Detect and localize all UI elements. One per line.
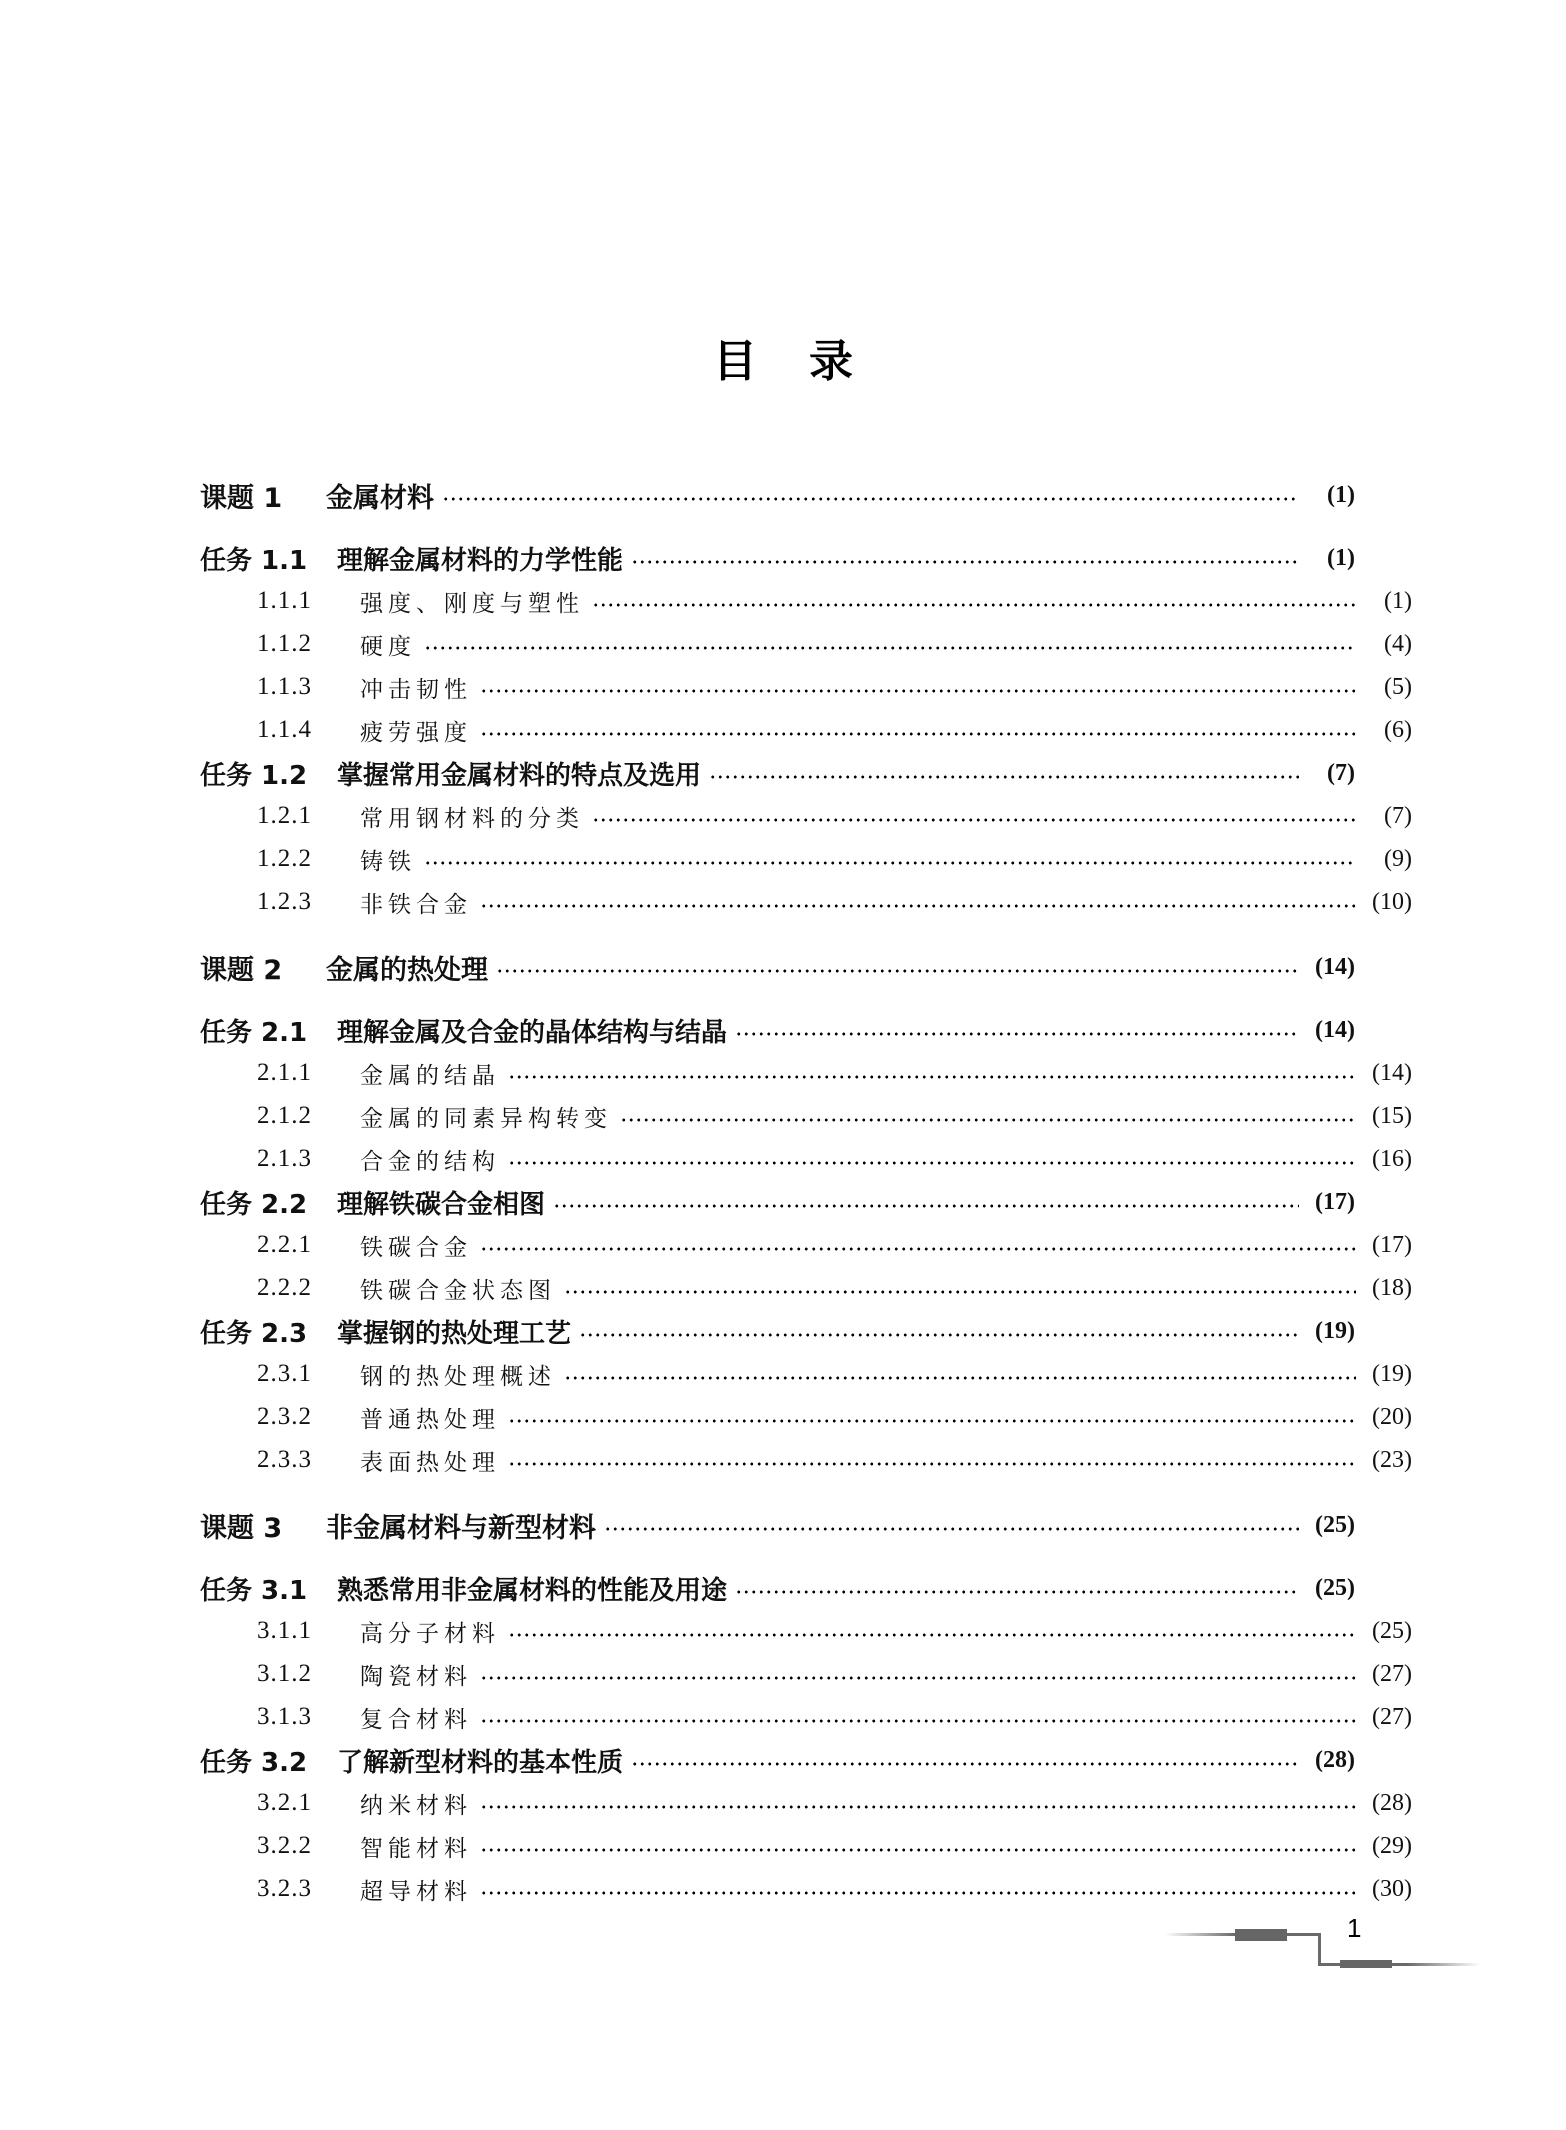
entry-title: 理解金属材料的力学性能 [337, 545, 624, 576]
entry-number: 1.1.2 [257, 630, 312, 657]
entry-page: (28) [1315, 1746, 1355, 1773]
entry-title: 铁碳合金状态图 [360, 1277, 556, 1304]
dot-leader [631, 560, 1299, 564]
dot-leader [553, 1204, 1299, 1208]
entry-page: (18) [1372, 1274, 1412, 1301]
entry-page: (29) [1372, 1832, 1412, 1859]
entry-page: (10) [1372, 888, 1412, 915]
dot-leader [480, 904, 1356, 908]
toc-entry-section[interactable] [200, 1440, 1412, 1480]
entry-page: (7) [1327, 759, 1355, 786]
entry-page: (5) [1384, 673, 1412, 700]
toc-entry-task[interactable] [200, 1010, 1355, 1050]
dot-leader [592, 818, 1356, 822]
entry-title: 了解新型材料的基本性质 [337, 1747, 624, 1778]
entry-number: 2.3.2 [257, 1403, 312, 1430]
entry-number: 任务 1.2 [200, 760, 308, 791]
entry-number: 1.1.1 [257, 587, 312, 614]
entry-page: (9) [1384, 845, 1412, 872]
entry-number: 任务 3.1 [200, 1575, 308, 1606]
toc-entry-chapter[interactable] [200, 947, 1355, 987]
entry-number: 任务 2.2 [200, 1189, 308, 1220]
entry-number: 2.3.1 [257, 1360, 312, 1387]
entry-title: 金属的热处理 [326, 954, 488, 986]
entry-title: 钢的热处理概述 [360, 1363, 556, 1390]
toc-entry-section[interactable] [200, 581, 1412, 621]
entry-page: (16) [1372, 1145, 1412, 1172]
entry-page: (1) [1327, 544, 1355, 571]
dot-leader [564, 1376, 1356, 1380]
entry-number: 1.2.2 [257, 845, 312, 872]
entry-page: (17) [1315, 1188, 1355, 1215]
entry-page: (1) [1384, 587, 1412, 614]
entry-number: 1.2.3 [257, 888, 312, 915]
entry-title: 金属的结晶 [360, 1062, 500, 1089]
entry-number: 3.1.2 [257, 1660, 312, 1687]
entry-title: 强度、刚度与塑性 [360, 590, 584, 617]
toc-entry-section[interactable] [200, 1397, 1412, 1437]
toc-entry-task[interactable] [200, 1182, 1355, 1222]
page-number: 1 [1347, 1913, 1362, 1943]
entry-number: 3.2.3 [257, 1875, 312, 1902]
entry-title: 纳米材料 [360, 1792, 472, 1819]
entry-number: 1.1.3 [257, 673, 312, 700]
entry-number: 任务 1.1 [200, 545, 308, 576]
dot-leader [496, 969, 1299, 973]
entry-number: 课题 1 [200, 482, 283, 514]
toc-entry-section[interactable] [200, 1783, 1412, 1823]
entry-page: (25) [1315, 1574, 1355, 1601]
entry-title: 冲击韧性 [360, 676, 472, 703]
entry-number: 2.3.3 [257, 1446, 312, 1473]
entry-page: (6) [1384, 716, 1412, 743]
toc-entry-task[interactable] [200, 1311, 1355, 1351]
page-footer [1150, 1905, 1480, 1965]
entry-title: 掌握常用金属材料的特点及选用 [337, 760, 702, 791]
dot-leader [620, 1118, 1356, 1122]
toc-entry-section[interactable] [200, 624, 1412, 664]
entry-title: 硬度 [360, 633, 416, 660]
footer-ornament-block [1235, 1929, 1287, 1941]
toc-entry-chapter[interactable] [200, 475, 1355, 515]
entry-page: (19) [1315, 1317, 1355, 1344]
entry-title: 掌握钢的热处理工艺 [337, 1318, 572, 1349]
entry-number: 任务 3.2 [200, 1747, 308, 1778]
entry-title: 金属的同素异构转变 [360, 1105, 612, 1132]
dot-leader [480, 1805, 1356, 1809]
entry-page: (14) [1315, 1016, 1355, 1043]
dot-leader [508, 1633, 1356, 1637]
entry-title: 理解金属及合金的晶体结构与结晶 [337, 1017, 728, 1048]
dot-leader [424, 861, 1356, 865]
dot-leader [480, 1676, 1356, 1680]
entry-title: 理解铁碳合金相图 [337, 1189, 546, 1220]
toc-entry-task[interactable] [200, 753, 1355, 793]
entry-title: 非铁合金 [360, 891, 472, 918]
toc-entry-section[interactable] [200, 796, 1412, 836]
dot-leader [508, 1419, 1356, 1423]
entry-number: 3.1.3 [257, 1703, 312, 1730]
dot-leader [480, 732, 1356, 736]
dot-leader [604, 1527, 1299, 1531]
entry-title: 智能材料 [360, 1835, 472, 1862]
entry-page: (7) [1384, 802, 1412, 829]
toc-entry-task[interactable] [200, 1740, 1355, 1780]
dot-leader [480, 1891, 1356, 1895]
entry-page: (27) [1372, 1660, 1412, 1687]
dot-leader [579, 1333, 1299, 1337]
entry-page: (28) [1372, 1789, 1412, 1816]
toc-entry-section[interactable] [200, 839, 1412, 879]
entry-page: (25) [1372, 1617, 1412, 1644]
entry-page: (20) [1372, 1403, 1412, 1430]
entry-title: 铸铁 [360, 848, 416, 875]
dot-leader [424, 646, 1356, 650]
entry-page: (14) [1315, 953, 1355, 980]
entry-number: 课题 3 [200, 1512, 283, 1544]
entry-title: 超导材料 [360, 1878, 472, 1905]
toc-entry-section[interactable] [200, 1697, 1412, 1737]
dot-leader [442, 497, 1299, 501]
entry-number: 2.2.1 [257, 1231, 312, 1258]
toc-entry-section[interactable] [200, 1826, 1412, 1866]
entry-number: 3.1.1 [257, 1617, 312, 1644]
dot-leader [592, 603, 1356, 607]
dot-leader [480, 1848, 1356, 1852]
toc-entry-section[interactable] [200, 667, 1412, 707]
entry-title: 高分子材料 [360, 1620, 500, 1647]
entry-page: (15) [1372, 1102, 1412, 1129]
dot-leader [508, 1075, 1356, 1079]
toc-entry-section[interactable] [200, 1869, 1412, 1909]
entry-page: (27) [1372, 1703, 1412, 1730]
entry-page: (17) [1372, 1231, 1412, 1258]
entry-title: 铁碳合金 [360, 1234, 472, 1261]
footer-ornament-step [1318, 1933, 1321, 1966]
entry-number: 3.2.2 [257, 1832, 312, 1859]
dot-leader [480, 689, 1356, 693]
toc-entry-section[interactable] [200, 1225, 1412, 1265]
toc-entry-section[interactable] [200, 1139, 1412, 1179]
entry-title: 陶瓷材料 [360, 1663, 472, 1690]
toc-entry-task[interactable] [200, 1568, 1355, 1608]
dot-leader [709, 775, 1299, 779]
toc-entry-chapter[interactable] [200, 1505, 1355, 1545]
entry-number: 3.2.1 [257, 1789, 312, 1816]
entry-page: (25) [1315, 1511, 1355, 1538]
toc-entry-task[interactable] [200, 538, 1355, 578]
dot-leader [508, 1462, 1356, 1466]
entry-page: (4) [1384, 630, 1412, 657]
dot-leader [631, 1762, 1299, 1766]
entry-number: 2.1.3 [257, 1145, 312, 1172]
entry-title: 非金属材料与新型材料 [326, 1512, 596, 1544]
entry-page: (14) [1372, 1059, 1412, 1086]
entry-title: 合金的结构 [360, 1148, 500, 1175]
entry-page: (1) [1327, 481, 1355, 508]
toc-entry-section[interactable] [200, 710, 1412, 750]
dot-leader [480, 1719, 1356, 1723]
entry-number: 任务 2.3 [200, 1318, 308, 1349]
toc-entry-section[interactable] [200, 882, 1412, 922]
entry-page: (30) [1372, 1875, 1412, 1902]
dot-leader [735, 1032, 1299, 1036]
dot-leader [480, 1247, 1356, 1251]
entry-number: 1.2.1 [257, 802, 312, 829]
entry-title: 金属材料 [326, 482, 434, 514]
entry-page: (19) [1372, 1360, 1412, 1387]
entry-number: 2.1.2 [257, 1102, 312, 1129]
toc-entry-section[interactable] [200, 1611, 1412, 1651]
entry-page: (23) [1372, 1446, 1412, 1473]
entry-title: 常用钢材料的分类 [360, 805, 584, 832]
entry-number: 任务 2.1 [200, 1017, 308, 1048]
entry-title: 疲劳强度 [360, 719, 472, 746]
entry-number: 2.1.1 [257, 1059, 312, 1086]
toc-entry-section[interactable] [200, 1354, 1412, 1394]
entry-number: 1.1.4 [257, 716, 312, 743]
dot-leader [508, 1161, 1356, 1165]
entry-title: 普通热处理 [360, 1406, 500, 1433]
entry-title: 复合材料 [360, 1706, 472, 1733]
toc-entry-section[interactable] [200, 1053, 1412, 1093]
toc-entry-section[interactable] [200, 1268, 1412, 1308]
dot-leader [564, 1290, 1356, 1294]
entry-title: 熟悉常用非金属材料的性能及用途 [337, 1575, 728, 1606]
dot-leader [735, 1590, 1299, 1594]
entry-number: 2.2.2 [257, 1274, 312, 1301]
entry-title: 表面热处理 [360, 1449, 500, 1476]
footer-ornament-block [1340, 1960, 1392, 1968]
entry-number: 课题 2 [200, 954, 283, 986]
toc-entry-section[interactable] [200, 1654, 1412, 1694]
page-title: 目录 [713, 336, 905, 388]
toc-entry-section[interactable] [200, 1096, 1412, 1136]
